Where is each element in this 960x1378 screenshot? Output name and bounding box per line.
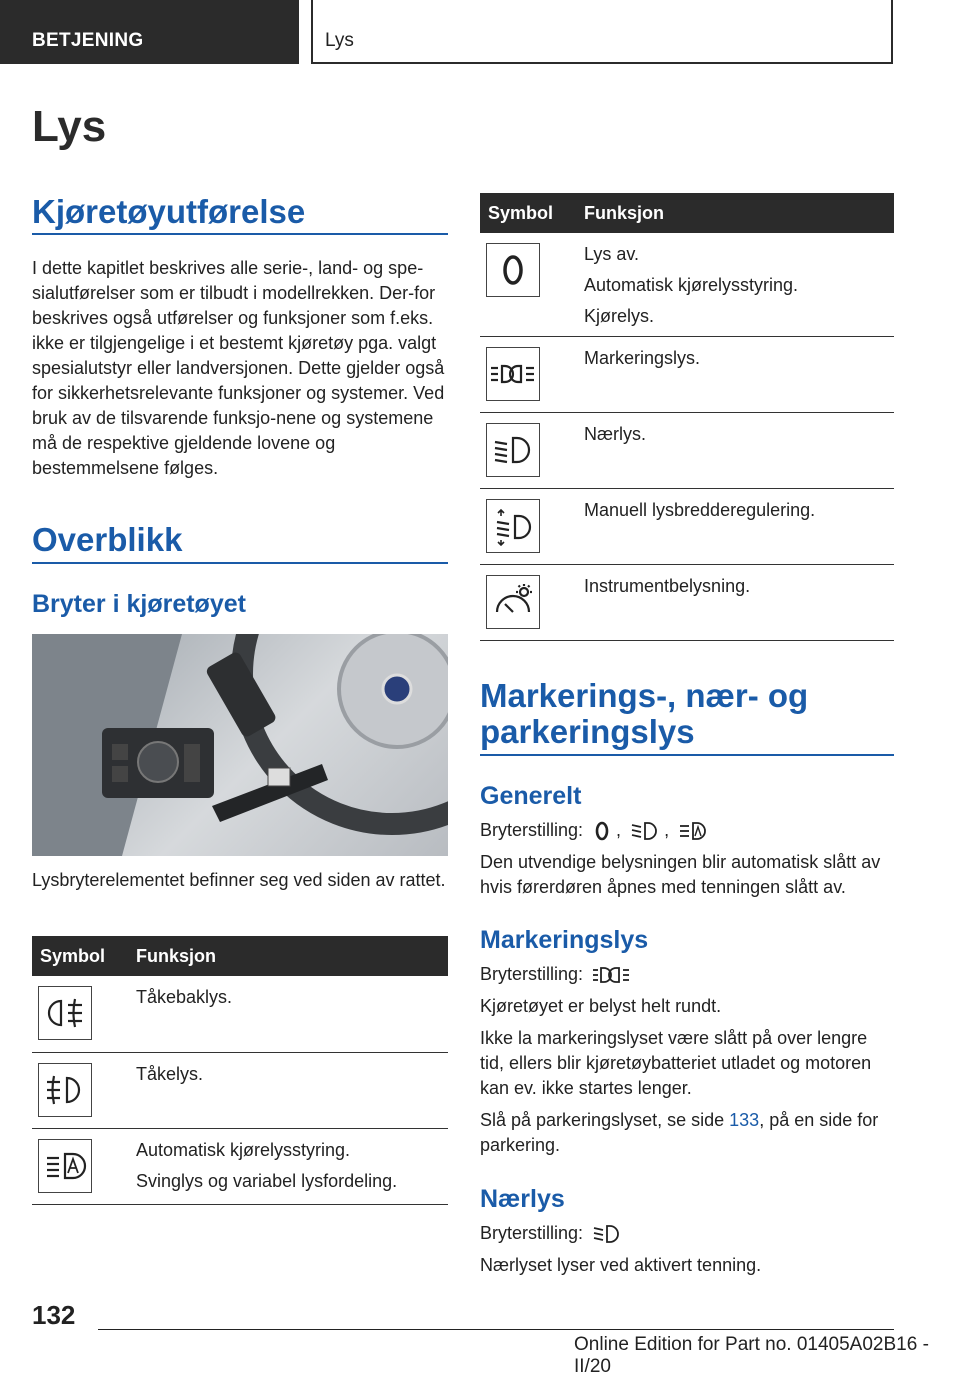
switch-label: Bryterstilling:: [480, 1223, 584, 1243]
chapter-label: Lys: [325, 30, 354, 51]
left-symbol-table: [32, 936, 448, 1205]
function-text: Svinglys og variabel lysfordeling.: [136, 1170, 398, 1191]
function-text: Nærlys.: [584, 424, 646, 444]
general-text: Den utvendige belysningen blir automatisk slått av hvis førerdøren åpnes med tenningen slått av.: [480, 852, 881, 897]
section-tab: [0, 0, 299, 64]
page-link-133[interactable]: 133: [729, 1110, 760, 1130]
zero-position-icon: [486, 243, 540, 297]
heading-rule: [32, 562, 448, 564]
heading-marking: Markeringslys: [480, 926, 649, 954]
footer-rule: [98, 1329, 894, 1330]
page-title: Lys: [32, 102, 107, 151]
table-row: [480, 337, 894, 413]
function-text: Markeringslys.: [584, 348, 701, 368]
function-text: Tåkelys.: [136, 1063, 204, 1084]
section-label: BETJENING: [32, 30, 144, 51]
intro-paragraph: I dette kapitlet beskrives alle serie-, land- og spe-sialutførelser som er tilbudt i modellrekken. Der-for beskrives også utførelser og funksjoner som f.eks. ikke er tilgjengelige i et bestemt kjøretøy pga. valgt spesialutstyr eller landversjonen. Dette gjelder også for sikkerhetsrelevante funksjoner og systemer. Ved bruk av de tilsvarende funksjo-nene og systemene må de respektive gjeldende lovene og bestemmelsene følges.: [32, 258, 445, 478]
parking-light-icon: [592, 964, 632, 986]
function-text: Automatisk kjørelysstyring.: [136, 1139, 351, 1160]
table-row: [480, 413, 894, 489]
marking-text-1: Kjøretøyet er belyst helt rundt.: [480, 996, 722, 1016]
switch-label: Bryterstilling:: [480, 964, 584, 984]
marking-text-3a: Slå på parkeringslyset, se side: [480, 1110, 730, 1130]
low-beam-icon: [630, 820, 660, 842]
rear-fog-light-icon: [38, 986, 92, 1040]
function-text: Tåkebaklys.: [136, 987, 233, 1007]
low-beam-text: Nærlyset lyser ved aktivert tenning.: [480, 1255, 762, 1275]
col-function: Funksjon: [128, 936, 448, 976]
light-switch-photo: [32, 634, 448, 856]
low-beam-section: [480, 1221, 894, 1285]
heading-low-beam: Nærlys: [480, 1185, 565, 1213]
photo-caption: Lysbryterelementet befinner seg ved siden av rattet.: [32, 870, 446, 890]
zero-position-icon: [592, 820, 612, 842]
marking-text-2: Ikke la markeringslyset være slått på over lengre tid, ellers blir kjøretøybatteriet utladet og motoren kan ev. ikke startes lenger.: [480, 1028, 872, 1098]
heading-overview: Overblikk: [32, 521, 183, 558]
table-row: [480, 489, 894, 565]
low-beam-icon: [592, 1223, 622, 1245]
table-row: [480, 565, 894, 641]
heading-marker-lights: Markerings-, nær- og parkeringslys: [480, 677, 809, 751]
chapter-tab: [311, 0, 893, 64]
heading-vehicle-version: Kjøretøyutførelse: [32, 193, 306, 230]
low-beam-icon: [486, 423, 540, 477]
col-symbol: Symbol: [480, 193, 576, 233]
function-text: Kjørelys.: [584, 306, 655, 326]
instrument-lighting-icon: [486, 575, 540, 629]
col-function: Funksjon: [576, 193, 894, 233]
table-row: [32, 1128, 448, 1204]
general-section: Bryterstilling: , , Den utvendige belysningen blir automatisk slått av hvis førerdøren åpnes med tenningen slått av.: [480, 818, 894, 907]
marking-text-3b: , på en side for parkering.: [480, 1110, 879, 1155]
table-row: [32, 1052, 448, 1128]
heading-general: Generelt: [480, 782, 582, 810]
function-text: Manuell lysbredderegulering.: [584, 500, 816, 520]
function-text: Automatisk kjørelysstyring.: [584, 275, 799, 295]
heading-rule: [480, 754, 894, 756]
heading-rule: [32, 233, 448, 235]
page-number: 132: [32, 1300, 76, 1330]
function-text: Instrumentbelysning.: [584, 576, 751, 596]
function-text: Lys av.: [584, 244, 640, 264]
right-symbol-table: [480, 193, 894, 641]
parking-light-icon: [486, 347, 540, 401]
col-symbol: Symbol: [32, 936, 128, 976]
switch-label: Bryterstilling:: [480, 820, 584, 840]
auto-headlight-icon: [678, 820, 708, 842]
fog-light-icon: [38, 1063, 92, 1117]
marking-section: [480, 962, 894, 1165]
headlight-range-icon: [486, 499, 540, 553]
auto-headlight-icon: [38, 1139, 92, 1193]
table-row: [480, 233, 894, 337]
edition-text: Online Edition for Part no. 01405A02B16 - II/20: [574, 1334, 929, 1377]
heading-switch: Bryter i kjøretøyet: [32, 590, 246, 618]
table-row: [32, 976, 448, 1052]
